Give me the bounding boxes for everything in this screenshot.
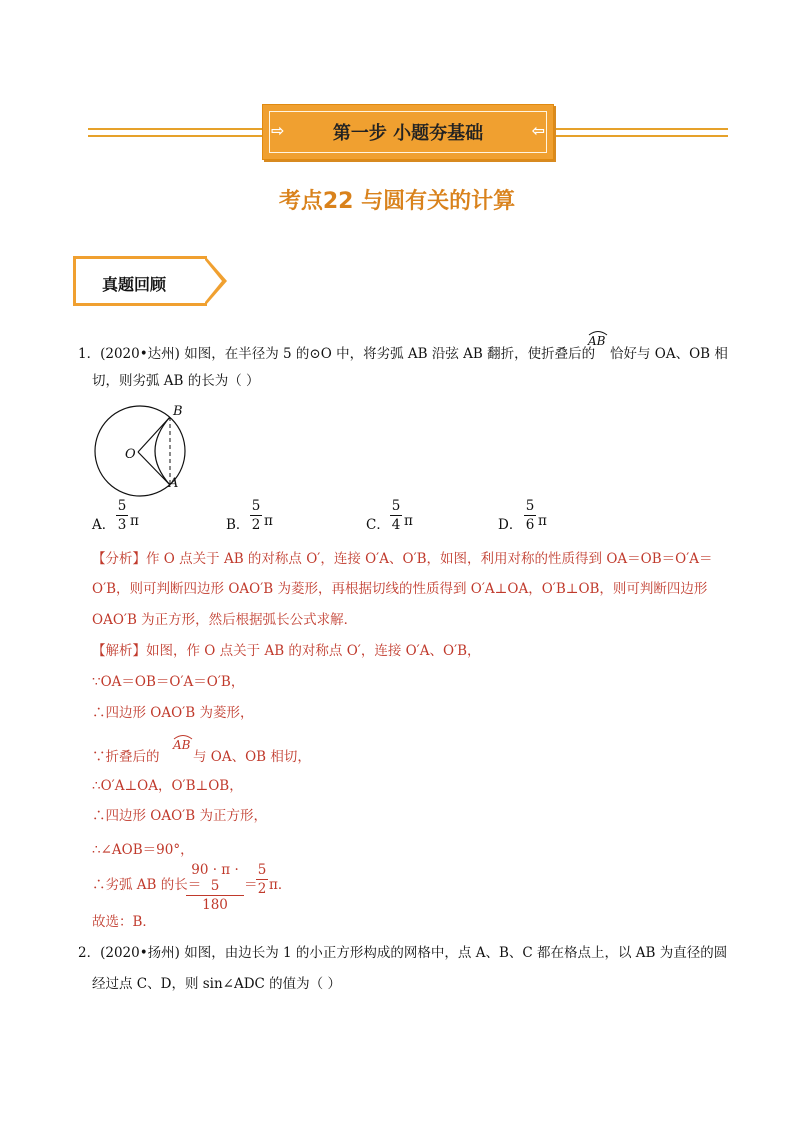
answer-line: 故选：B． (92, 914, 156, 930)
q1-arc-text: AB (588, 334, 606, 348)
frac-bar (256, 879, 268, 880)
option-c-label: C． (366, 517, 390, 533)
frac-bar (250, 515, 262, 516)
fig-label-b: B (173, 404, 183, 419)
option-d-num: 5 (525, 498, 535, 514)
solution2-line-1: ∴O′A⊥OA，O′B⊥OB， (92, 778, 243, 794)
option-c-pi: π (404, 513, 413, 529)
fold-line-start: ∵折叠后的 (92, 749, 160, 765)
option-a-frac (116, 498, 128, 533)
option-a-num: 5 (117, 498, 127, 514)
option-b-frac (250, 498, 262, 533)
arc-length-den: 180 (202, 897, 228, 913)
option-d-label: D． (498, 517, 523, 533)
solution-line-3: ∴四边形 OAO′B 为菱形， (92, 705, 254, 721)
solution2-line-2: ∴四边形 OAO′B 为正方形， (92, 808, 267, 824)
fig-label-o: O (125, 447, 136, 462)
arc-length-frac (186, 862, 244, 913)
header-rule-left-top (88, 128, 262, 130)
option-d-frac (524, 498, 536, 533)
frac-bar (186, 895, 244, 896)
section-title: 考点22 与圆有关的计算 (278, 189, 516, 214)
analysis-line-1: 【分析】作 O 点关于 AB 的对称点 O′，连接 O′A、O′B，如图，利用对称的性质得到 OA＝OB＝O′A＝ (92, 551, 713, 567)
solution-line-1: 【解析】如图，作 O 点关于 AB 的对称点 O′，连接 O′A、O′B， (92, 643, 481, 659)
arc-length-eq: ＝ (244, 877, 258, 893)
analysis-line-2: O′B，则可判断四边形 OAO′B 为菱形，再根据切线的性质得到 O′A⊥OA，O′B⊥OB，则可判断四边形 (92, 581, 708, 597)
option-d-den: 6 (525, 517, 535, 533)
header-rule-right-bottom (554, 135, 728, 137)
q1-line1-end: 恰好与 OA、OB 相 (610, 346, 728, 362)
q2-line1: 2．(2020•扬州) 如图，由边长为 1 的小正方形构成的网格中，点 A、B、C 都在格点上，以 AB 为直径的圆 (78, 945, 728, 961)
q1-line1 (78, 345, 595, 363)
frac-bar (116, 515, 128, 516)
frac-bar (390, 515, 402, 516)
arc-length-result-frac (256, 862, 268, 897)
option-c-frac (390, 498, 402, 533)
fig-folded-arc (155, 417, 170, 485)
option-c-den: 4 (391, 517, 401, 533)
frac-bar (524, 515, 536, 516)
solution-line-2: ∵OA＝OB＝O′A＝O′B， (92, 674, 245, 690)
tag-arrow-icon (205, 256, 229, 306)
arc-mark-icon (173, 734, 193, 740)
fold-line-end: 与 OA、OB 相切， (193, 749, 311, 765)
review-tag-label: 真题回顾 (102, 275, 167, 294)
option-a-den: 3 (117, 517, 127, 533)
arc-mark-icon (588, 330, 608, 336)
arc-length-num: 90 · π · 5 (191, 862, 239, 894)
option-d-pi: π (538, 513, 547, 529)
fig-label-a: A (169, 476, 179, 491)
arrow-left-icon: ⇦ (531, 121, 545, 140)
arc-length-res-suffix: π． (269, 877, 292, 893)
option-b-den: 2 (251, 517, 261, 533)
q1-circle-figure (90, 400, 200, 500)
fold-arc-text: AB (173, 738, 191, 752)
header-rule-left-bottom (88, 135, 262, 137)
q1-arc-label (588, 334, 605, 348)
arrow-right-icon: ⇨ (271, 121, 285, 140)
review-tag (73, 256, 207, 306)
arc-length-res-num: 5 (257, 862, 267, 878)
arc-length-res-den: 2 (257, 881, 267, 897)
banner-title: 第一步 小题夯基础 (332, 123, 484, 144)
q2-line2: 经过点 C、D，则 sin∠ADC 的值为（ ） (92, 976, 341, 992)
option-c-num: 5 (391, 498, 401, 514)
option-b-pi: π (264, 513, 273, 529)
option-b-num: 5 (251, 498, 261, 514)
q1-line2: 切，则劣弧 AB 的长为（ ） (92, 373, 260, 389)
header-rule-right-top (554, 128, 728, 130)
solution2-line-3: ∴∠AOB＝90°， (92, 842, 194, 858)
q1-line1-text: 1．(2020•达州) 如图，在半径为 5 的⊙O 中，将劣弧 AB 沿弦 AB 翻折，使折叠后的 (78, 346, 596, 362)
step-banner (262, 104, 554, 160)
option-a-label: A． (92, 517, 116, 533)
arc-length-prefix: ∴劣弧 AB 的长＝ (92, 877, 202, 893)
option-b-label: B． (226, 517, 250, 533)
fold-arc-label (173, 738, 190, 752)
option-a-pi: π (130, 513, 139, 529)
analysis-line-3: OAO′B 为正方形，然后根据弧长公式求解． (92, 612, 358, 628)
